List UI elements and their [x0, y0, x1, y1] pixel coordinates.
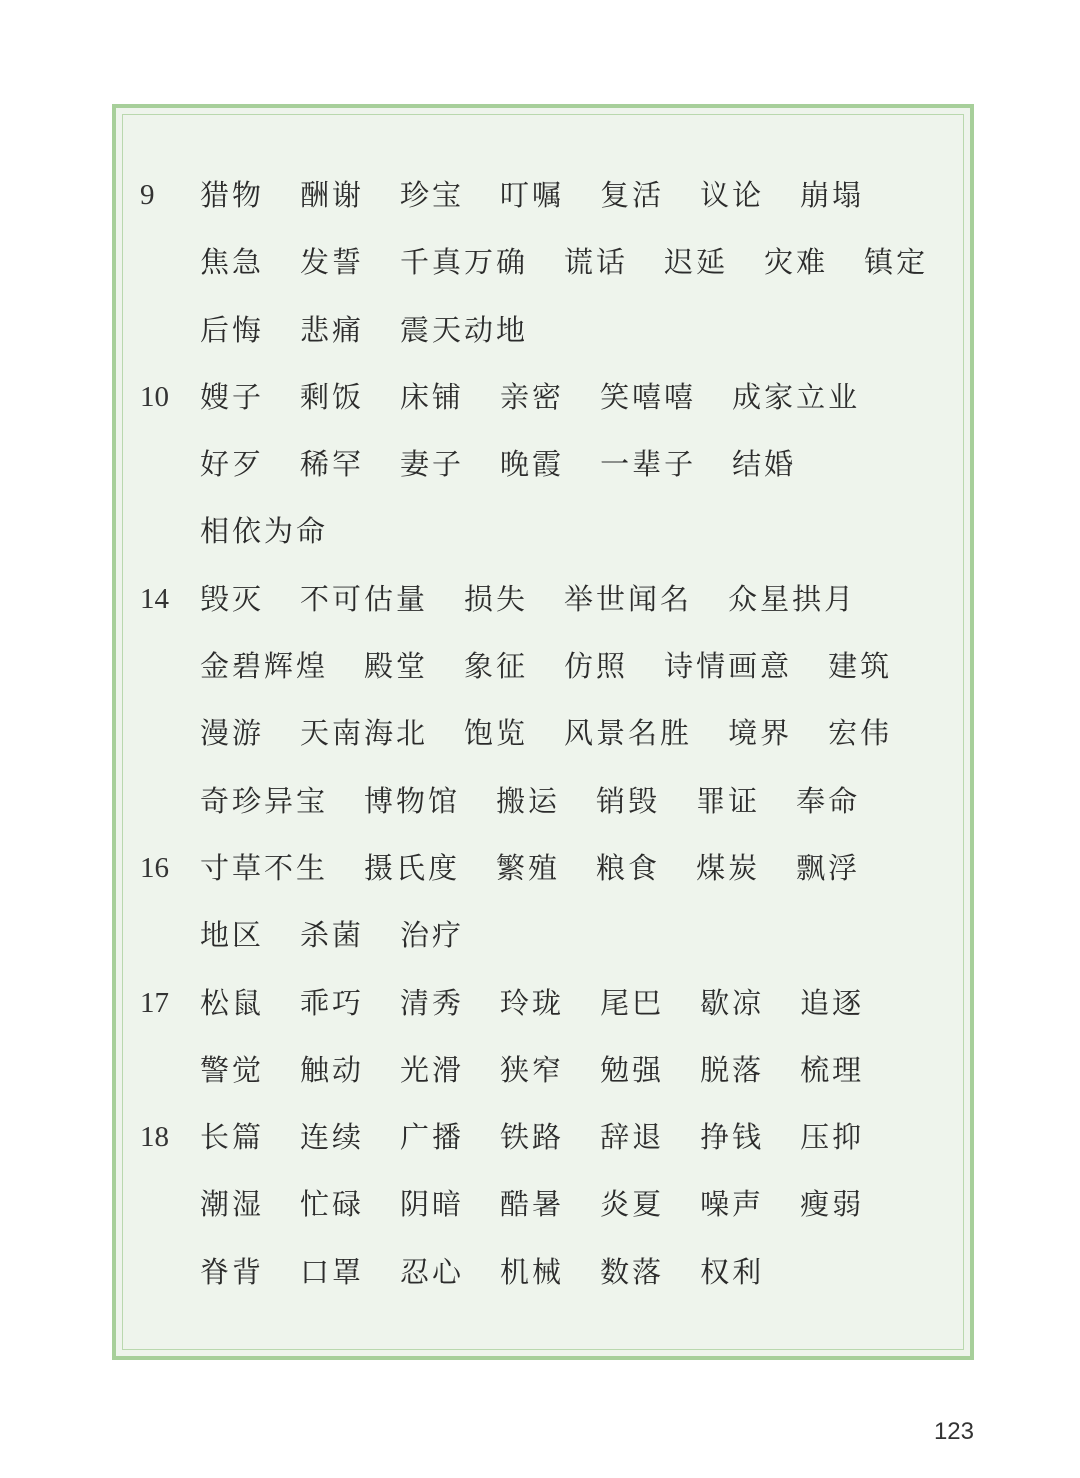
vocabulary-word: 后悔 [200, 312, 265, 347]
word-line [140, 566, 960, 633]
vocabulary-word: 境界 [728, 716, 793, 751]
vocabulary-word: 铁路 [500, 1120, 565, 1155]
vocabulary-word: 象征 [464, 649, 529, 684]
vocabulary-word: 粮食 [596, 850, 661, 885]
vocabulary-word: 长篇 [200, 1120, 265, 1155]
lesson-section [140, 1104, 960, 1306]
lesson-section [140, 835, 960, 970]
vocabulary-word: 博物馆 [364, 783, 461, 818]
vocabulary-word: 风景名胜 [564, 716, 693, 751]
lesson-number: 17 [140, 986, 169, 1019]
vocabulary-word: 不可估量 [300, 581, 429, 616]
vocabulary-word: 忍心 [400, 1254, 465, 1289]
word-line [140, 1104, 960, 1171]
vocabulary-word: 迟延 [664, 245, 729, 280]
vocabulary-word: 谎话 [564, 245, 629, 280]
vocabulary-word: 寸草不生 [200, 850, 329, 885]
word-line [140, 835, 960, 902]
vocabulary-word: 狭窄 [500, 1052, 565, 1087]
vocabulary-word: 销毁 [596, 783, 661, 818]
vocabulary-word: 崩塌 [800, 178, 865, 212]
lesson-number: 10 [140, 380, 169, 413]
vocabulary-word: 警觉 [200, 1052, 265, 1087]
vocabulary-word: 广播 [400, 1120, 465, 1155]
vocabulary-word: 触动 [300, 1052, 365, 1087]
vocabulary-word: 成家立业 [732, 379, 861, 414]
word-line [140, 1171, 960, 1238]
vocabulary-word: 阴暗 [400, 1187, 465, 1222]
lesson-number: 18 [140, 1121, 169, 1154]
vocabulary-word: 叮嘱 [500, 178, 565, 212]
page-number: 123 [933, 1418, 974, 1445]
vocabulary-word: 天南海北 [300, 716, 429, 751]
word-line [140, 700, 960, 767]
vocabulary-word: 繁殖 [496, 850, 561, 885]
vocabulary-word: 噪声 [700, 1187, 765, 1222]
vocabulary-word: 口罩 [300, 1254, 365, 1289]
vocabulary-word: 镇定 [864, 245, 929, 280]
vocabulary-word: 亲密 [500, 379, 565, 414]
vocabulary-word: 焦急 [200, 245, 265, 280]
vocabulary-word: 一辈子 [600, 447, 697, 482]
vocabulary-word: 相依为命 [200, 514, 329, 549]
vocabulary-word: 脊背 [200, 1254, 265, 1289]
word-line [140, 162, 960, 229]
vocabulary-word: 议论 [700, 178, 765, 212]
vocabulary-word: 宏伟 [828, 716, 893, 751]
vocabulary-word: 地区 [200, 918, 265, 953]
vocabulary-word: 煤炭 [696, 850, 761, 885]
vocabulary-word: 发誓 [300, 245, 365, 280]
vocabulary-word: 权利 [700, 1254, 765, 1289]
vocabulary-word: 松鼠 [200, 985, 265, 1020]
vocabulary-word: 举世闻名 [564, 581, 693, 616]
vocabulary-word: 仿照 [564, 649, 629, 684]
word-line [140, 1037, 960, 1104]
vocabulary-word: 妻子 [400, 447, 465, 482]
vocabulary-word: 建筑 [828, 649, 893, 684]
lesson-number: 9 [140, 179, 155, 211]
vocabulary-list [140, 162, 960, 1306]
vocabulary-word: 治疗 [400, 918, 465, 953]
vocabulary-word: 奉命 [796, 783, 861, 818]
vocabulary-word: 机械 [500, 1254, 565, 1289]
vocabulary-word: 乖巧 [300, 985, 365, 1020]
word-line [140, 431, 960, 498]
vocabulary-word: 玲珑 [500, 985, 565, 1020]
vocabulary-word: 复活 [600, 178, 665, 212]
vocabulary-word: 珍宝 [400, 178, 465, 212]
word-line [140, 1239, 960, 1306]
vocabulary-word: 压抑 [800, 1120, 865, 1155]
vocabulary-word: 千真万确 [400, 245, 529, 280]
vocabulary-word: 晚霞 [500, 447, 565, 482]
vocabulary-word: 笑嘻嘻 [600, 379, 697, 414]
vocabulary-word: 连续 [300, 1120, 365, 1155]
vocabulary-word: 数落 [600, 1254, 665, 1289]
vocabulary-word: 饱览 [464, 716, 529, 751]
vocabulary-word: 搬运 [496, 783, 561, 818]
vocabulary-word: 辞退 [600, 1120, 665, 1155]
word-line [140, 970, 960, 1037]
vocabulary-word: 诗情画意 [664, 649, 793, 684]
vocabulary-word: 猎物 [200, 178, 265, 212]
vocabulary-word: 挣钱 [700, 1120, 765, 1155]
vocabulary-word: 瘦弱 [800, 1187, 865, 1222]
vocabulary-word: 尾巴 [600, 985, 665, 1020]
vocabulary-word: 漫游 [200, 716, 265, 751]
vocabulary-word: 毁灭 [200, 581, 265, 616]
lesson-section [140, 566, 960, 835]
vocabulary-word: 潮湿 [200, 1187, 265, 1222]
vocabulary-word: 震天动地 [400, 312, 529, 347]
vocabulary-word: 结婚 [732, 447, 797, 482]
vocabulary-word: 酷暑 [500, 1187, 565, 1222]
word-line [140, 297, 960, 364]
word-line [140, 633, 960, 700]
word-line [140, 902, 960, 969]
vocabulary-word: 追逐 [800, 985, 865, 1020]
vocabulary-word: 剩饭 [300, 379, 365, 414]
vocabulary-word: 摄氏度 [364, 850, 461, 885]
word-line [140, 364, 960, 431]
vocabulary-word: 飘浮 [796, 850, 861, 885]
vocabulary-word: 众星拱月 [728, 581, 857, 616]
lesson-section [140, 162, 960, 364]
word-line [140, 229, 960, 296]
vocabulary-word: 罪证 [696, 783, 761, 818]
vocabulary-word: 好歹 [200, 447, 265, 482]
vocabulary-word: 脱落 [700, 1052, 765, 1087]
vocabulary-word: 光滑 [400, 1052, 465, 1087]
vocabulary-word: 悲痛 [300, 312, 365, 347]
vocabulary-word: 灾难 [764, 245, 829, 280]
vocabulary-word: 奇珍异宝 [200, 783, 329, 818]
vocabulary-word: 殿堂 [364, 649, 429, 684]
vocabulary-word: 勉强 [600, 1052, 665, 1087]
lesson-section [140, 970, 960, 1105]
lesson-number: 14 [140, 582, 169, 615]
vocabulary-word: 梳理 [800, 1052, 865, 1087]
vocabulary-word: 杀菌 [300, 918, 365, 953]
vocabulary-word: 床铺 [400, 379, 465, 414]
lesson-section [140, 364, 960, 566]
vocabulary-word: 炎夏 [600, 1187, 665, 1222]
word-line [140, 498, 960, 565]
lesson-number: 16 [140, 851, 169, 884]
vocabulary-word: 歇凉 [700, 985, 765, 1020]
vocabulary-word: 稀罕 [300, 447, 365, 482]
vocabulary-word: 金碧辉煌 [200, 649, 329, 684]
vocabulary-word: 忙碌 [300, 1187, 365, 1222]
vocabulary-word: 损失 [464, 581, 529, 616]
vocabulary-word: 清秀 [400, 985, 465, 1020]
word-line [140, 768, 960, 835]
vocabulary-word: 酬谢 [300, 178, 365, 212]
vocabulary-word: 嫂子 [200, 379, 265, 414]
